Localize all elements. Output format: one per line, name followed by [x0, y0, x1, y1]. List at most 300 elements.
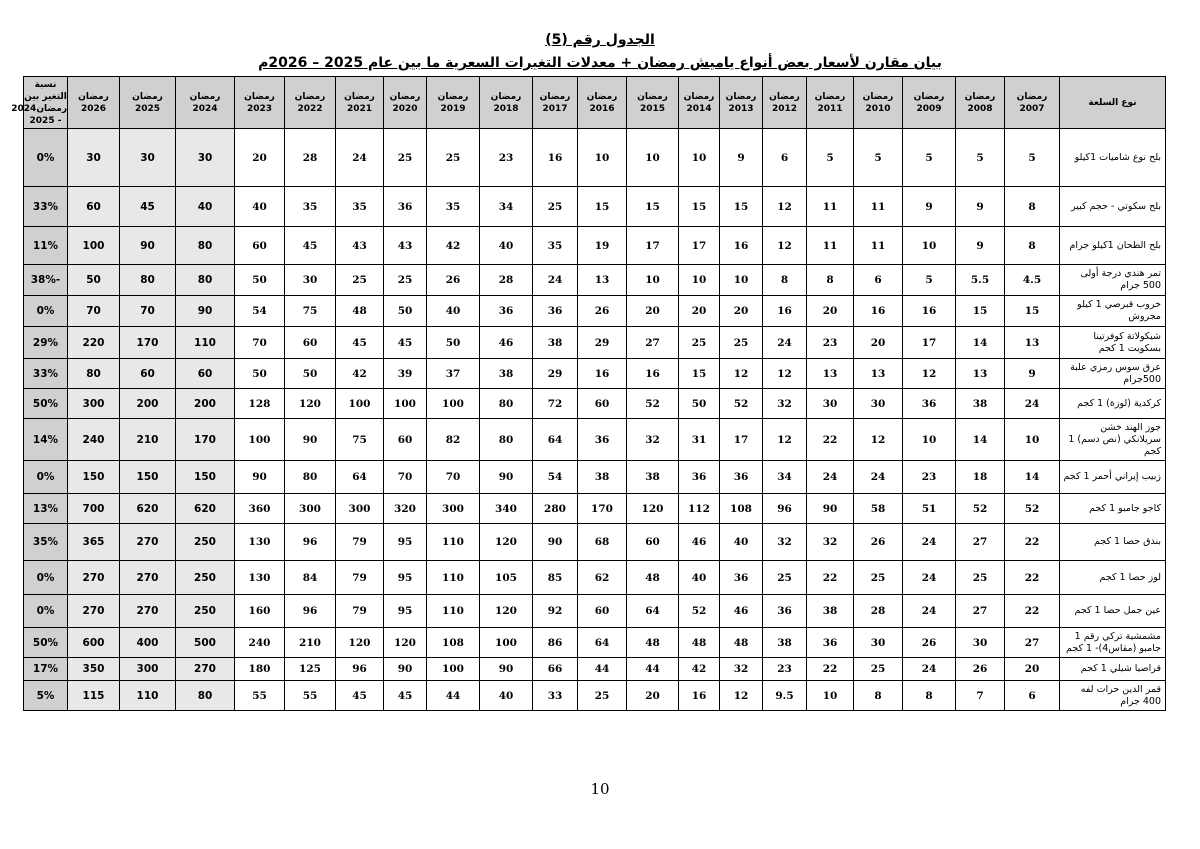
price-cell: 60: [68, 187, 120, 227]
table-row: [24, 227, 1166, 265]
price-cell: 80: [285, 461, 336, 494]
price-cell: 46: [480, 327, 533, 359]
price-cell: 16: [627, 359, 679, 389]
price-cell: 90: [807, 494, 854, 524]
price-cell: 55: [285, 681, 336, 711]
price-cell: 50: [679, 389, 720, 419]
price-cell: 54: [235, 296, 285, 327]
price-cell: 60: [235, 227, 285, 265]
price-cell: 10: [627, 129, 679, 187]
price-cell: 22: [1005, 595, 1060, 628]
price-cell: 62: [578, 561, 627, 595]
price-cell: 48: [679, 628, 720, 658]
price-cell: 5: [956, 129, 1005, 187]
price-cell: 8: [763, 265, 807, 296]
price-cell: 11: [854, 227, 903, 265]
price-cell: 200: [176, 389, 235, 419]
price-cell: 110: [427, 524, 480, 561]
price-cell: 28: [854, 595, 903, 628]
price-cell: 23: [903, 461, 956, 494]
price-cell: 12: [763, 419, 807, 461]
price-cell: 52: [720, 389, 763, 419]
price-cell: 270: [68, 561, 120, 595]
price-cell: 300: [336, 494, 384, 524]
price-cell: 12: [763, 187, 807, 227]
price-cell: 25: [956, 561, 1005, 595]
price-cell: 45: [384, 681, 427, 711]
price-cell: 9.5: [763, 681, 807, 711]
price-cell: 16: [763, 296, 807, 327]
table-row: [24, 187, 1166, 227]
price-cell: 32: [627, 419, 679, 461]
price-cell: 79: [336, 561, 384, 595]
price-cell: 8: [1005, 187, 1060, 227]
price-cell: 5: [903, 265, 956, 296]
price-cell: 95: [384, 524, 427, 561]
price-cell: 24: [533, 265, 578, 296]
price-cell: 10: [903, 227, 956, 265]
price-cell: 34: [480, 187, 533, 227]
price-cell: 110: [176, 327, 235, 359]
price-cell: 17: [679, 227, 720, 265]
price-cell: 23: [807, 327, 854, 359]
price-cell: 12: [763, 359, 807, 389]
price-cell: 10: [903, 419, 956, 461]
price-cell: 12: [903, 359, 956, 389]
price-cell: 38: [763, 628, 807, 658]
price-cell: 38: [480, 359, 533, 389]
price-cell: 130: [235, 561, 285, 595]
price-cell: 30: [176, 129, 235, 187]
price-cell: 270: [120, 524, 176, 561]
item-name: زبيب إيراني أحمر 1 كجم: [1060, 461, 1166, 494]
price-cell: 38: [578, 461, 627, 494]
price-cell: 110: [120, 681, 176, 711]
item-name: بندق حصا 1 كجم: [1060, 524, 1166, 561]
price-cell: 37: [427, 359, 480, 389]
header-year: رمضان 2008: [956, 77, 1005, 129]
price-cell: 30: [807, 389, 854, 419]
price-cell: 26: [854, 524, 903, 561]
price-cell: 9: [956, 187, 1005, 227]
price-cell: 60: [578, 389, 627, 419]
price-cell: 15: [1005, 296, 1060, 327]
price-cell: 25: [384, 265, 427, 296]
price-cell: 250: [176, 561, 235, 595]
price-cell: 500: [176, 628, 235, 658]
price-cell: 48: [627, 561, 679, 595]
price-cell: 17: [720, 419, 763, 461]
price-cell: 34: [763, 461, 807, 494]
price-cell: 20: [854, 327, 903, 359]
price-cell: 30: [120, 129, 176, 187]
price-cell: 79: [336, 524, 384, 561]
price-cell: 350: [68, 658, 120, 681]
price-cell: 15: [627, 187, 679, 227]
price-cell: 120: [480, 595, 533, 628]
item-name: شيكولاتة كوفرتينا بسكويت 1 كجم: [1060, 327, 1166, 359]
item-name: تمر هندي درجة أولى 500 جرام: [1060, 265, 1166, 296]
price-cell: 25: [336, 265, 384, 296]
price-cell: 38: [807, 595, 854, 628]
price-cell: 18: [956, 461, 1005, 494]
price-cell: 17: [627, 227, 679, 265]
price-cell: 22: [1005, 524, 1060, 561]
price-cell: 27: [1005, 628, 1060, 658]
price-cell: 12: [720, 359, 763, 389]
price-cell: 24: [763, 327, 807, 359]
price-cell: 300: [68, 389, 120, 419]
price-cell: 60: [176, 359, 235, 389]
price-cell: 14: [956, 419, 1005, 461]
price-cell: 150: [120, 461, 176, 494]
header-year: رمضان 2011: [807, 77, 854, 129]
price-cell: 36: [763, 595, 807, 628]
price-cell: 70: [68, 296, 120, 327]
price-cell: 11: [807, 227, 854, 265]
price-cell: 20: [720, 296, 763, 327]
item-name: لوز حصا 1 كجم: [1060, 561, 1166, 595]
price-cell: 45: [384, 327, 427, 359]
price-cell: 30: [854, 628, 903, 658]
item-name: قراصيا شيلي 1 كجم: [1060, 658, 1166, 681]
price-cell: 100: [235, 419, 285, 461]
price-cell: 80: [68, 359, 120, 389]
price-cell: 52: [679, 595, 720, 628]
price-cell: 30: [68, 129, 120, 187]
price-cell: 40: [679, 561, 720, 595]
table-row: [24, 265, 1166, 296]
price-cell: 92: [533, 595, 578, 628]
price-cell: 80: [480, 419, 533, 461]
price-cell: 24: [903, 561, 956, 595]
table-row: [24, 389, 1166, 419]
price-cell: 150: [68, 461, 120, 494]
price-cell: 112: [679, 494, 720, 524]
price-cell: 90: [480, 461, 533, 494]
price-cell: 64: [533, 419, 578, 461]
price-cell: 250: [176, 595, 235, 628]
price-cell: 22: [807, 419, 854, 461]
price-cell: 120: [384, 628, 427, 658]
price-cell: 43: [384, 227, 427, 265]
price-cell: 64: [578, 628, 627, 658]
price-cell: 38: [533, 327, 578, 359]
price-cell: 40: [176, 187, 235, 227]
price-cell: 26: [578, 296, 627, 327]
table-row: [24, 359, 1166, 389]
price-cell: 20: [807, 296, 854, 327]
price-cell: 26: [427, 265, 480, 296]
price-cell: 80: [176, 265, 235, 296]
header-year: رمضان 2020: [384, 77, 427, 129]
price-cell: 8: [854, 681, 903, 711]
price-cell: 90: [285, 419, 336, 461]
price-cell: 5.5: [956, 265, 1005, 296]
price-cell: 50: [235, 359, 285, 389]
price-cell: 16: [578, 359, 627, 389]
price-cell: 25: [427, 129, 480, 187]
change-cell: 0%: [24, 595, 68, 628]
price-cell: 35: [427, 187, 480, 227]
price-cell: 36: [578, 419, 627, 461]
price-cell: 5: [807, 129, 854, 187]
price-cell: 80: [480, 389, 533, 419]
price-cell: 8: [807, 265, 854, 296]
price-cell: 16: [720, 227, 763, 265]
table-row: [24, 327, 1166, 359]
price-cell: 43: [336, 227, 384, 265]
price-cell: 26: [903, 628, 956, 658]
price-cell: 24: [807, 461, 854, 494]
header-year: رمضان 2019: [427, 77, 480, 129]
price-cell: 26: [956, 658, 1005, 681]
price-cell: 22: [1005, 561, 1060, 595]
price-cell: 39: [384, 359, 427, 389]
price-cell: 210: [120, 419, 176, 461]
price-cell: 11: [854, 187, 903, 227]
price-cell: 9: [956, 227, 1005, 265]
item-name: بلح سكوتي - حجم كبير: [1060, 187, 1166, 227]
price-cell: 44: [578, 658, 627, 681]
price-cell: 50: [235, 265, 285, 296]
price-cell: 340: [480, 494, 533, 524]
price-cell: 24: [1005, 389, 1060, 419]
price-cell: 100: [427, 389, 480, 419]
item-name: كاجو جامبو 1 كجم: [1060, 494, 1166, 524]
price-cell: 48: [720, 628, 763, 658]
price-cell: 27: [956, 595, 1005, 628]
price-cell: 96: [336, 658, 384, 681]
page-number: 10: [590, 780, 610, 798]
price-cell: 40: [235, 187, 285, 227]
price-cell: 44: [427, 681, 480, 711]
price-cell: 22: [807, 658, 854, 681]
price-cell: 28: [285, 129, 336, 187]
price-cell: 13: [854, 359, 903, 389]
price-cell: 12: [720, 681, 763, 711]
table-row: [24, 296, 1166, 327]
price-cell: 620: [176, 494, 235, 524]
price-cell: 80: [176, 227, 235, 265]
price-cell: 120: [285, 389, 336, 419]
price-cell: 90: [533, 524, 578, 561]
change-cell: -38%: [24, 265, 68, 296]
table-row: [24, 681, 1166, 711]
price-cell: 270: [68, 595, 120, 628]
price-cell: 9: [720, 129, 763, 187]
item-name: كركدية (لوزة) 1 كجم: [1060, 389, 1166, 419]
price-cell: 84: [285, 561, 336, 595]
price-cell: 80: [120, 265, 176, 296]
header-year: رمضان 2013: [720, 77, 763, 129]
price-cell: 45: [336, 681, 384, 711]
price-cell: 17: [903, 327, 956, 359]
item-name: قمر الدين حرات لفه 400 جرام: [1060, 681, 1166, 711]
table-row: [24, 461, 1166, 494]
price-cell: 270: [176, 658, 235, 681]
item-name: خروب قبرصي 1 كيلو مجروش: [1060, 296, 1166, 327]
price-cell: 35: [336, 187, 384, 227]
price-cell: 108: [427, 628, 480, 658]
change-cell: 0%: [24, 129, 68, 187]
price-cell: 35: [285, 187, 336, 227]
table-row: [24, 628, 1166, 658]
price-cell: 120: [627, 494, 679, 524]
price-cell: 25: [854, 658, 903, 681]
price-cell: 32: [763, 524, 807, 561]
price-cell: 10: [627, 265, 679, 296]
table-number-title: الجدول رقم (5): [545, 32, 655, 48]
price-cell: 42: [679, 658, 720, 681]
price-cell: 45: [336, 327, 384, 359]
price-cell: 10: [679, 129, 720, 187]
price-cell: 100: [336, 389, 384, 419]
header-year: رمضان 2014: [679, 77, 720, 129]
price-cell: 320: [384, 494, 427, 524]
price-cell: 130: [235, 524, 285, 561]
change-cell: 17%: [24, 658, 68, 681]
price-cell: 75: [336, 419, 384, 461]
price-cell: 280: [533, 494, 578, 524]
price-cell: 70: [384, 461, 427, 494]
price-cell: 58: [854, 494, 903, 524]
table-row: [24, 494, 1166, 524]
price-cell: 90: [480, 658, 533, 681]
price-cell: 60: [120, 359, 176, 389]
header-year: رمضان 2010: [854, 77, 903, 129]
price-cell: 300: [285, 494, 336, 524]
price-cell: 25: [854, 561, 903, 595]
price-cell: 9: [903, 187, 956, 227]
price-cell: 100: [384, 389, 427, 419]
price-cell: 5: [903, 129, 956, 187]
price-cell: 90: [235, 461, 285, 494]
price-cell: 50: [427, 327, 480, 359]
price-cell: 180: [235, 658, 285, 681]
price-cell: 115: [68, 681, 120, 711]
price-cell: 240: [235, 628, 285, 658]
price-cell: 31: [679, 419, 720, 461]
price-cell: 6: [854, 265, 903, 296]
change-cell: 13%: [24, 494, 68, 524]
header-year: رمضان 2025: [120, 77, 176, 129]
price-cell: 270: [120, 561, 176, 595]
price-cell: 75: [285, 296, 336, 327]
price-cell: 95: [384, 561, 427, 595]
price-cell: 620: [120, 494, 176, 524]
price-cell: 30: [956, 628, 1005, 658]
header-year: رمضان 2007: [1005, 77, 1060, 129]
price-cell: 48: [336, 296, 384, 327]
header-year: رمضان 2012: [763, 77, 807, 129]
price-cell: 24: [903, 524, 956, 561]
price-cell: 79: [336, 595, 384, 628]
price-cell: 13: [807, 359, 854, 389]
table-row: [24, 561, 1166, 595]
change-cell: 0%: [24, 561, 68, 595]
price-cell: 86: [533, 628, 578, 658]
price-cell: 27: [956, 524, 1005, 561]
price-cell: 25: [720, 327, 763, 359]
price-cell: 60: [578, 595, 627, 628]
price-cell: 125: [285, 658, 336, 681]
price-cell: 46: [720, 595, 763, 628]
price-cell: 19: [578, 227, 627, 265]
price-cell: 14: [956, 327, 1005, 359]
price-cell: 28: [480, 265, 533, 296]
price-cell: 20: [627, 681, 679, 711]
table-row: [24, 658, 1166, 681]
price-cell: 70: [427, 461, 480, 494]
price-cell: 15: [679, 359, 720, 389]
price-cell: 120: [480, 524, 533, 561]
price-cell: 46: [679, 524, 720, 561]
header-year: رمضان 2023: [235, 77, 285, 129]
price-cell: 95: [384, 595, 427, 628]
price-cell: 40: [720, 524, 763, 561]
header-year: رمضان 2022: [285, 77, 336, 129]
price-cell: 14: [1005, 461, 1060, 494]
price-cell: 15: [956, 296, 1005, 327]
price-cell: 11: [807, 187, 854, 227]
price-cell: 128: [235, 389, 285, 419]
price-cell: 52: [956, 494, 1005, 524]
price-cell: 400: [120, 628, 176, 658]
price-cell: 5: [1005, 129, 1060, 187]
price-cell: 16: [679, 681, 720, 711]
price-cell: 170: [176, 419, 235, 461]
price-cell: 20: [235, 129, 285, 187]
header-year: رمضان 2024: [176, 77, 235, 129]
price-cell: 22: [807, 561, 854, 595]
change-cell: 29%: [24, 327, 68, 359]
price-cell: 100: [68, 227, 120, 265]
item-name: بلح نوع شاميات 1كيلو: [1060, 129, 1166, 187]
price-cell: 200: [120, 389, 176, 419]
price-cell: 29: [533, 359, 578, 389]
price-cell: 170: [120, 327, 176, 359]
price-cell: 52: [1005, 494, 1060, 524]
header-year: رمضان 2026: [68, 77, 120, 129]
price-cell: 6: [1005, 681, 1060, 711]
price-cell: 6: [763, 129, 807, 187]
price-cell: 20: [1005, 658, 1060, 681]
price-cell: 50: [68, 265, 120, 296]
change-cell: 50%: [24, 389, 68, 419]
price-cell: 36: [480, 296, 533, 327]
price-cell: 20: [627, 296, 679, 327]
price-cell: 80: [176, 681, 235, 711]
price-cell: 90: [120, 227, 176, 265]
price-cell: 100: [427, 658, 480, 681]
price-cell: 70: [235, 327, 285, 359]
item-name: مشمشية تركي رقم 1 جامبو (مقاس4)- 1 كجم: [1060, 628, 1166, 658]
price-cell: 35: [533, 227, 578, 265]
price-cell: 365: [68, 524, 120, 561]
price-cell: 60: [384, 419, 427, 461]
price-cell: 120: [336, 628, 384, 658]
price-cell: 15: [720, 187, 763, 227]
price-cell: 600: [68, 628, 120, 658]
price-cell: 36: [384, 187, 427, 227]
price-cell: 90: [384, 658, 427, 681]
change-cell: 14%: [24, 419, 68, 461]
price-cell: 23: [480, 129, 533, 187]
price-cell: 9: [1005, 359, 1060, 389]
change-cell: 35%: [24, 524, 68, 561]
price-cell: 96: [285, 595, 336, 628]
